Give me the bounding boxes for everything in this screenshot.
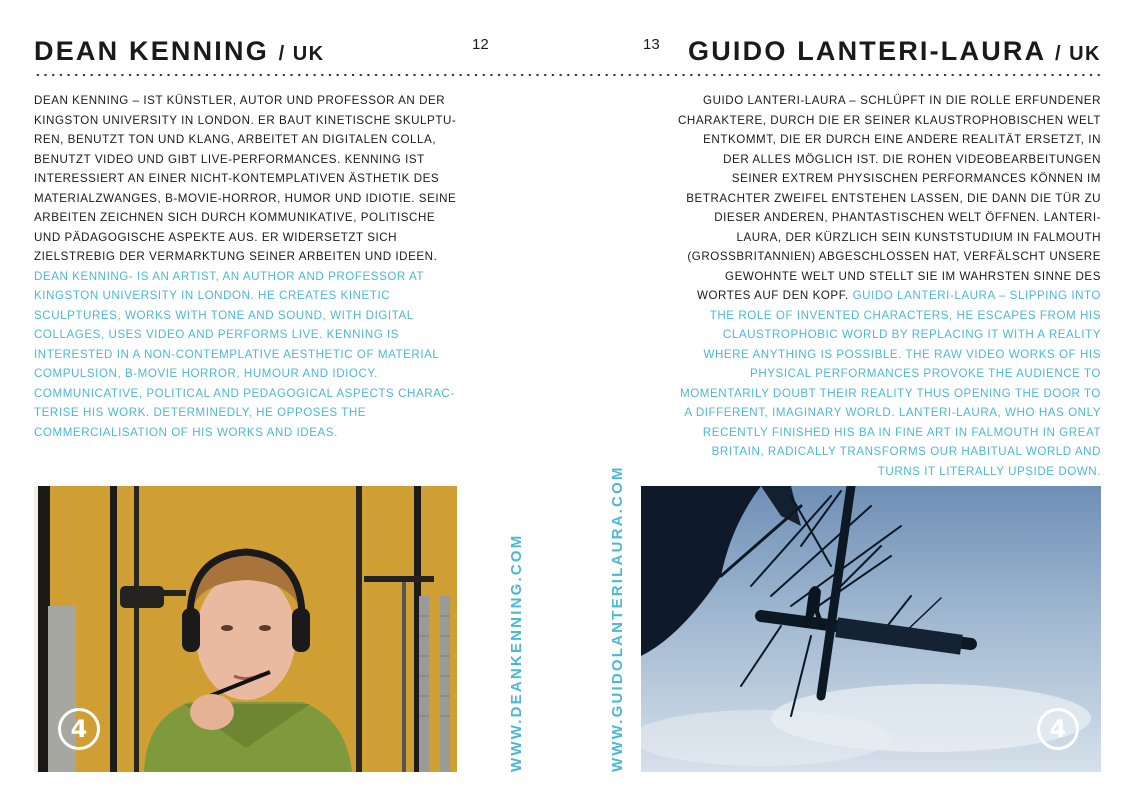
- artist-title-left: [34, 36, 325, 67]
- bio-german: DEAN KENNING – IST KÜNSTLER, AUTOR UND PROFESSOR AN DER KINGSTON UNIVERSITY IN LONDON. ER BAUT KINETISCHE SKULPTUREN, BENUTZT TON UND KLANG, ARBEITET AN DIGITALEN COLLA, BENUTZT VIDEO UND GIBT LIVE-PERFORMANCES. KENNING IST INTERESSIERT AN EINER NICHT-KONTEMPLATIVEN ÄSTHETIK DES MATERIALZWANGES, B-MOVIE-HORROR, HUMOR UND IDIOTIE. SEINE ARBEITEN ZEICHNEN SICH DURCH KOMMUNIKATIVE, POLITISCHE UND PÄDAGOGISCHE ASPEKTE AUS. ER WIDERSETZT SICH ZIELSTREBIG DER VERMARKTUNG SEINER ARBEITEN UND IDEEN.: [34, 94, 457, 263]
- badge-number: 4: [1037, 708, 1079, 750]
- artist-name: GUIDO LANTERI-LAURA: [688, 36, 1046, 66]
- artist-name: DEAN KENNING: [34, 36, 269, 66]
- dotted-divider: [34, 73, 1101, 77]
- bio-column-left: [34, 91, 458, 442]
- artist-country: / UK: [278, 43, 325, 65]
- website-url-link[interactable]: WWW.GUIDOLANTERILAURA.COM: [609, 465, 626, 772]
- artist-title-right: [688, 36, 1101, 67]
- artist-photo-right: [641, 486, 1101, 772]
- artist-photo-left: [34, 486, 457, 772]
- bio-column-right: [677, 91, 1101, 481]
- bio-german: GUIDO LANTERI-LAURA – SCHLÜPFT IN DIE ROLLE ERFUNDENER CHARAKTERE, DURCH DIE ER SEINER KLAUSTROPHOBISCHEN WELT ENTKOMMT, DIE ER DURCH EINE ANDERE REALITÄT ERSETZT, IN DER ALLES MÖGLICH IST. DIE ROHEN VIDEOBEARBEITUNGEN SEINER EXTREM PHYSISCHEN PERFORMANCES KÖNNEN IM BETRACHTER ZWEIFEL ENTSTEHEN LASSEN, DIE DANN DIE TÜR ZU DIESER ANDEREN, PHANTASTISCHEN WELT ÖFFNEN. LANTERI-LAURA, DER KÜRZLICH SEIN KUNSTSTUDIUM IN FALMOUTH (GROSSBRITANNIEN) ABGESCHLOSSEN HAT, VERFÄLSCHT UNSERE GEWOHNTE WELT UND STELLT SIE IM WAHRSTEN SINNE DES WORTES AUF DEN KOPF.: [678, 94, 1101, 302]
- page-number-right: 13: [643, 36, 660, 53]
- bio-english: DEAN KENNING- IS AN ARTIST, AN AUTHOR AND PROFESSOR AT KINGSTON UNIVERSITY IN LONDON. HE CREATES KINETIC SCULPTURES, WORKS WITH TONE AND SOUND, WITH DIGITAL COLLAGES, USES VIDEO AND PERFORMS LIVE. KENNING IS INTERESTED IN A NON-CONTEMPLATIVE AESTHETIC OF MATERIAL COMPULSION, B-MOVIE HORROR, HUMOUR AND IDIOCY. COMMUNICATIVE, POLITICAL AND PEDAGOGICAL ASPECTS CHARACTERISE HIS WORK. DETERMINEDLY, HE OPPOSES THE COMMERCIALISATION OF HIS WORKS AND IDEAS.: [34, 269, 455, 439]
- artist-country: / UK: [1055, 43, 1101, 65]
- bio-english: GUIDO LANTERI-LAURA – SLIPPING INTO THE ROLE OF INVENTED CHARACTERS, HE ESCAPES FROM HIS CLAUSTROPHOBIC WORLD BY REPLACING IT WITH A REALITY WHERE ANYTHING IS POSSIBLE. THE RAW VIDEO WORKS OF HIS PHYSICAL PERFORMANCES PROVOKE THE AUDIENCE TO MOMENTARILY DOUBT THEIR REALITY THUS OPENING THE DOOR TO A DIFFERENT, IMAGINARY WORLD. LANTERI-LAURA, WHO HAS ONLY RECENTLY FINISHED HIS BA IN FINE ART IN FALMOUTH IN GREAT BRITAIN, RADICALLY TRANSFORMS OUR HABITUAL WORLD AND TURNS IT LITERALLY UPSIDE DOWN.: [680, 289, 1101, 478]
- badge-number: 4: [58, 708, 100, 750]
- website-url-link[interactable]: WWW.DEANKENNING.COM: [508, 533, 525, 772]
- upside-down-tree-image: [641, 486, 1101, 772]
- page-number-left: 12: [472, 36, 489, 53]
